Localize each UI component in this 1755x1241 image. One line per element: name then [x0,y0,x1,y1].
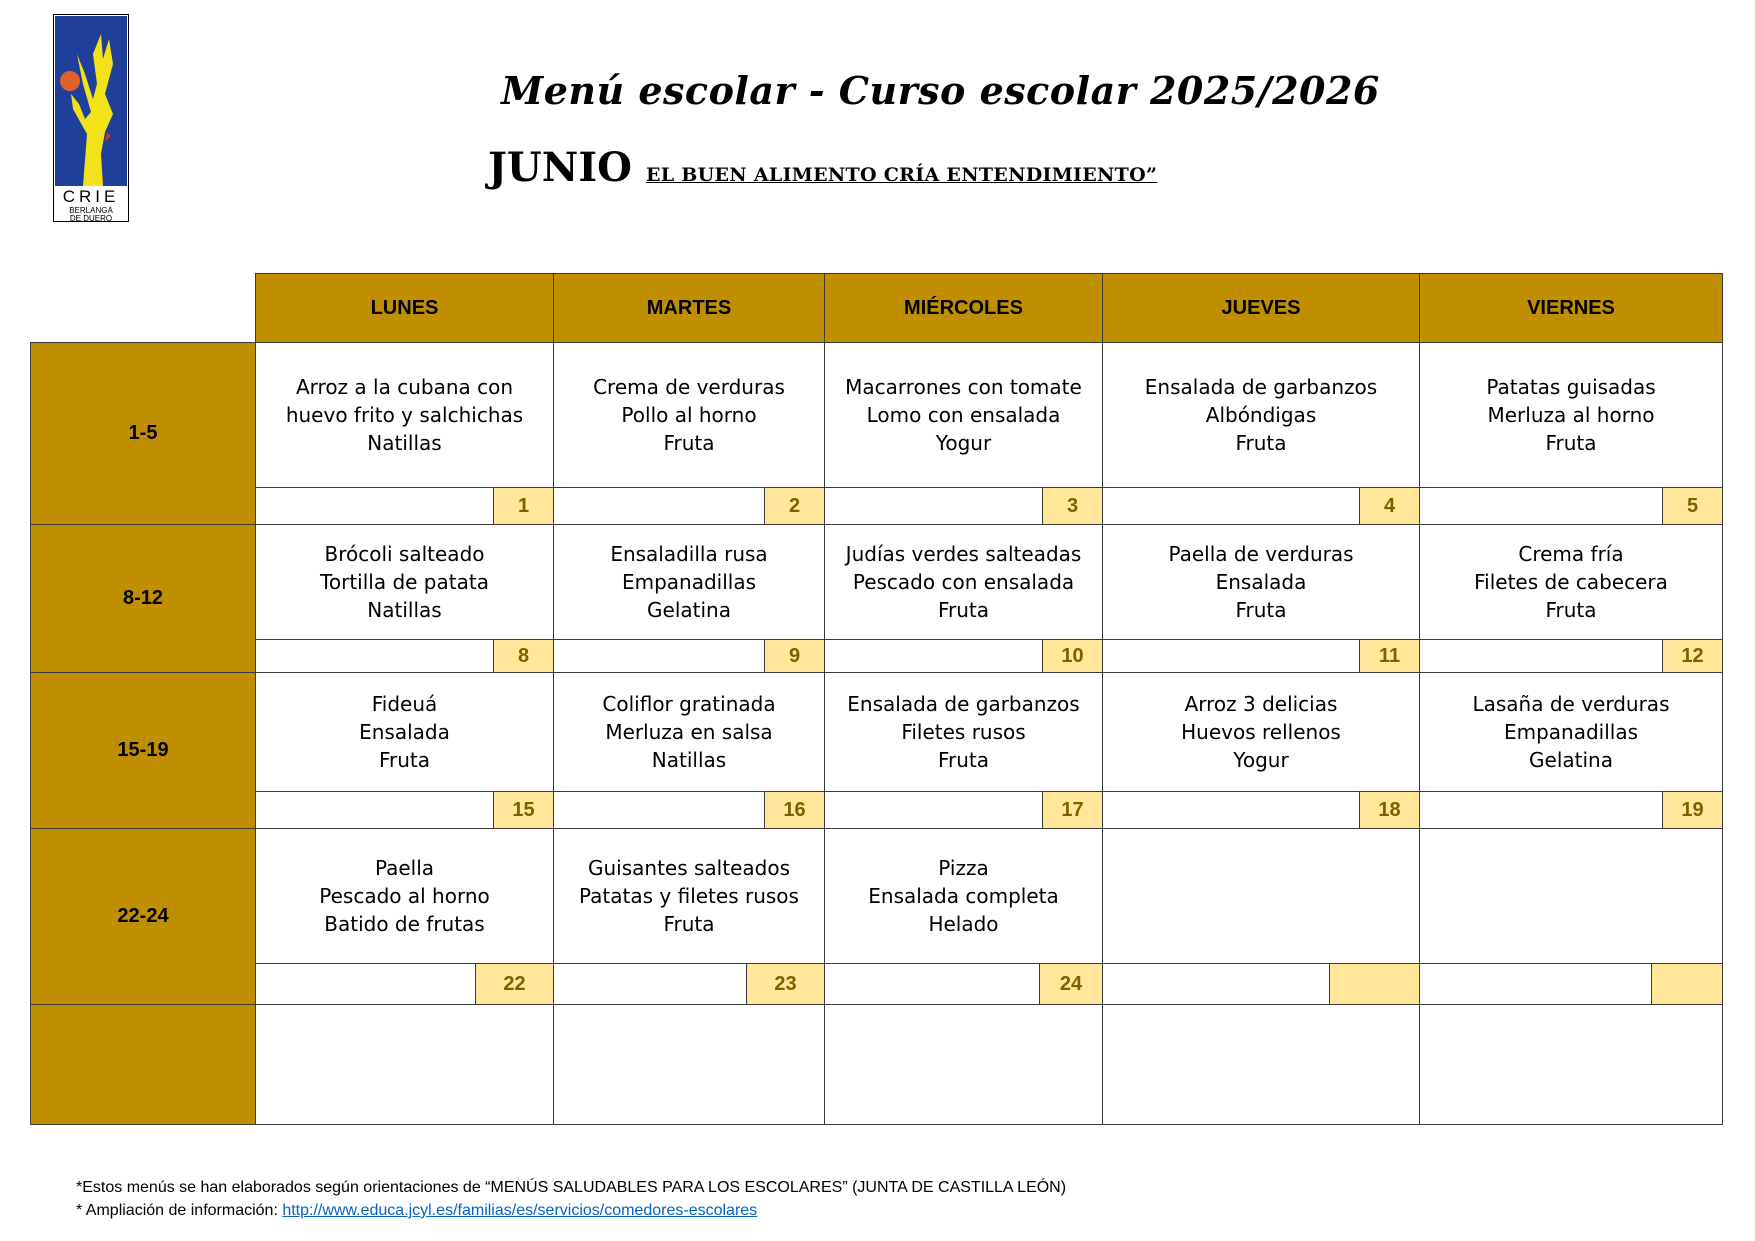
menu-dish: Batido de frutas [324,912,485,936]
date-strip [1419,963,1723,1005]
menu-dish: Pescado al horno [319,884,490,908]
menu-dish: Arroz a la cubana con [295,375,514,399]
date-strip [824,487,1103,525]
date-badge: 3 [1042,488,1102,524]
date-strip [255,791,554,829]
menu-cell [824,524,1103,640]
date-badge: 11 [1359,640,1419,672]
logo-place-line1: BERLANGA [69,206,113,215]
menu-dish: Patatas guisadas [1486,375,1656,399]
date-strip [255,639,554,673]
menu-dish: Ensalada [1215,570,1307,594]
footer-info [76,1200,757,1222]
week-label: 15-19 [30,672,256,829]
menu-cell [824,828,1103,964]
menu-dish: Yogur [935,431,992,455]
date-badge: 10 [1042,640,1102,672]
menu-dish: Merluza en salsa [605,720,773,744]
menu-dish: Lomo con ensalada [866,403,1061,427]
date-badge: 1 [493,488,553,524]
date-strip [1102,487,1420,525]
menu-dish: Filetes rusos [901,720,1026,744]
date-badge [1329,964,1419,1004]
logo-place-line2: DE DUERO [69,214,113,222]
page-title: Menú escolar - Curso escolar 2025/2026 [501,68,1380,113]
week-label: 1-5 [30,342,256,525]
menu-cell [1102,524,1420,640]
date-badge: 24 [1039,964,1102,1004]
date-strip [255,487,554,525]
menu-cell [1102,342,1420,488]
menu-dish: Pollo al horno [621,403,757,427]
menu-dish: Fideuá [371,692,438,716]
menu-cell [255,342,554,488]
day-header-2: MARTES [553,273,825,343]
menu-dish: Fruta [1545,598,1597,622]
menu-dish: Ensalada [359,720,450,744]
date-strip [1419,791,1723,829]
date-strip [1102,791,1420,829]
menu-dish: Empanadillas [1503,720,1639,744]
logo-name: CRIE [62,187,120,206]
date-badge: 2 [764,488,824,524]
date-badge: 16 [764,792,824,828]
menu-dish: Helado [928,912,999,936]
date-badge: 17 [1042,792,1102,828]
menu-cell [1102,828,1420,964]
day-header-1: LUNES [255,273,554,343]
menu-cell [553,342,825,488]
date-badge: 4 [1359,488,1419,524]
menu-cell-empty [255,1004,554,1125]
menu-dish: Fruta [937,598,990,622]
menu-dish: Fruta [1545,431,1597,455]
menu-dish: Ensalada completa [868,884,1059,908]
menu-cell [553,524,825,640]
menu-cell-empty [553,1004,825,1125]
menu-dish: Macarrones con tomate [845,375,1082,399]
date-badge: 18 [1359,792,1419,828]
menu-dish: Empanadillas [621,570,757,594]
date-strip [1102,639,1420,673]
menu-cell-empty [1102,1004,1420,1125]
menu-cell [553,828,825,964]
footer-note: *Estos menús se han elaborados según orientaciones de “MENÚS SALUDABLES PARA LOS ESCOLARES” (JUNTA DE CASTILLA LEÓN) [76,1179,1067,1196]
menu-cell [824,342,1103,488]
menu-dish: Yogur [1233,748,1289,772]
date-badge: 22 [475,964,553,1004]
menu-cell [1419,672,1723,792]
month-label: JUNIO [488,144,632,191]
menu-cell-empty [824,1004,1103,1125]
menu-dish: Paella de verduras [1168,542,1354,566]
menu-dish: Arroz 3 delicias [1184,692,1338,716]
menu-dish: Judías verdes salteadas [845,542,1082,566]
menu-dish: Merluza al horno [1487,403,1655,427]
date-strip [824,639,1103,673]
date-strip [553,487,825,525]
menu-cell [1419,524,1723,640]
menu-dish: Fruta [663,912,715,936]
menu-dish: Ensaladilla rusa [610,542,768,566]
page-subtitle [488,144,1157,191]
menu-dish: Crema fría [1518,542,1624,566]
menu-cell [1419,342,1723,488]
day-header-3: MIÉRCOLES [824,273,1103,343]
footer-info-link[interactable]: http://www.educa.jcyl.es/familias/es/servicios/comedores-escolares [282,1202,758,1219]
menu-dish: Fruta [663,431,715,455]
date-strip [1419,487,1723,525]
menu-dish: Gelatina [647,598,731,622]
date-strip [553,963,825,1005]
menu-cell [1102,672,1420,792]
menu-dish: Paella [374,856,435,880]
date-badge: 5 [1662,488,1722,524]
menu-dish: Pizza [938,856,989,880]
menu-dish: Ensalada de garbanzos [847,692,1080,716]
menu-dish: Tortilla de patata [320,570,489,594]
menu-dish: Natillas [367,598,442,622]
day-header-5: VIERNES [1419,273,1723,343]
date-strip [824,791,1103,829]
menu-cell [1419,828,1723,964]
date-badge [1651,964,1722,1004]
day-header-4: JUEVES [1102,273,1420,343]
menu-dish: Fruta [1235,431,1287,455]
menu-dish: Guisantes salteados [588,856,790,880]
motto-text: EL BUEN ALIMENTO CRÍA ENTENDIMIENTO” [645,164,1158,186]
menu-dish: Ensalada de garbanzos [1144,375,1378,399]
date-badge: 8 [493,640,553,672]
date-badge: 19 [1662,792,1722,828]
menu-dish: Pescado con ensalada [852,570,1075,594]
date-badge: 15 [493,792,553,828]
footer-info-prefix: * Ampliación de información: [76,1202,283,1219]
menu-dish: huevo frito y salchichas [285,403,524,427]
menu-dish: Fruta [1235,598,1287,622]
date-strip [1419,639,1723,673]
menu-dish: Fruta [937,748,990,772]
menu-cell [553,672,825,792]
date-strip [553,791,825,829]
date-strip [255,963,554,1005]
menu-dish: Natillas [367,431,442,455]
menu-cell [255,828,554,964]
menu-cell [255,524,554,640]
date-strip [553,639,825,673]
menu-dish: Coliflor gratinada [602,692,776,716]
week-label: 8-12 [30,524,256,673]
date-strip [824,963,1103,1005]
menu-dish: Fruta [378,748,431,772]
menu-dish: Filetes de cabecera [1474,570,1668,594]
menu-cell [824,672,1103,792]
date-badge: 9 [764,640,824,672]
menu-dish: Patatas y filetes rusos [579,884,799,908]
week-label: 22-24 [30,828,256,1005]
menu-dish: Gelatina [1529,748,1613,772]
menu-cell-empty [1419,1004,1723,1125]
menu-dish: Albóndigas [1205,403,1317,427]
week-label-empty [30,1004,256,1125]
date-badge: 12 [1662,640,1722,672]
menu-dish: Brócoli salteado [324,542,485,566]
menu-dish: Crema de verduras [593,375,785,399]
date-strip [1102,963,1420,1005]
crie-logo [53,14,129,222]
menu-dish: Lasaña de verduras [1472,692,1670,716]
menu-dish: Natillas [651,748,727,772]
menu-cell [255,672,554,792]
menu-dish: Huevos rellenos [1181,720,1341,744]
date-badge: 23 [746,964,824,1004]
